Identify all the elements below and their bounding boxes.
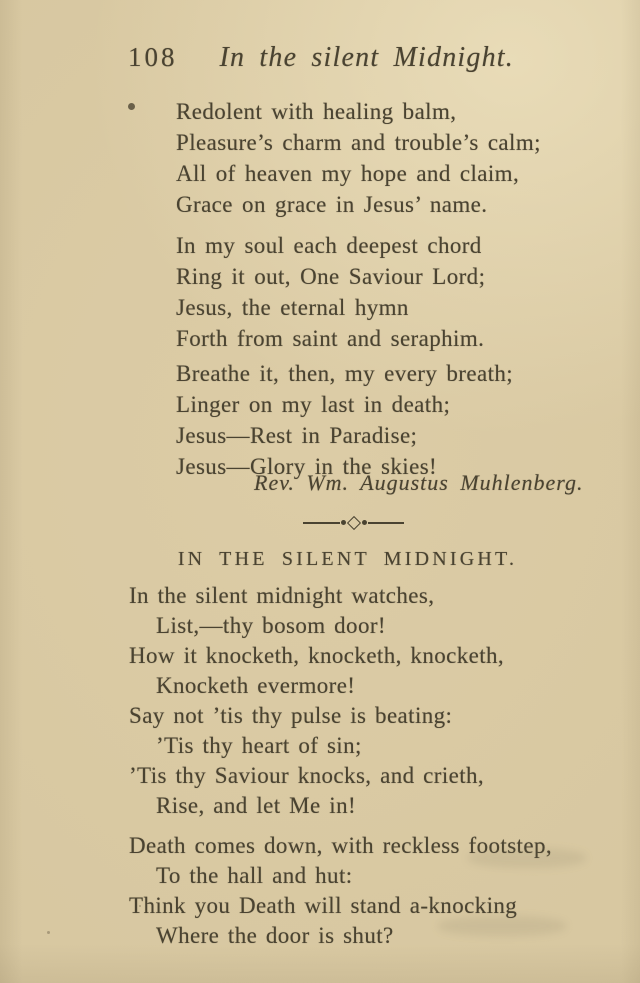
poem-line: Breathe it, then, my every breath; bbox=[176, 361, 514, 386]
hymn1-stanza-3 bbox=[176, 358, 513, 482]
section-divider-ornament bbox=[303, 515, 404, 530]
poem-line: ’Tis thy Saviour knocks, and crieth, bbox=[129, 763, 485, 788]
poem-line: Rise, and let Me in! bbox=[156, 793, 357, 818]
poem-line: Say not ’tis thy pulse is beating: bbox=[129, 703, 453, 728]
diamond-ornament-icon bbox=[346, 515, 360, 529]
poem-line: All of heaven my hope and claim, bbox=[176, 161, 520, 186]
poem-line: Knocketh evermore! bbox=[156, 673, 356, 698]
print-bleed-smudge bbox=[438, 916, 566, 936]
hymn-title: IN THE SILENT MIDNIGHT. bbox=[177, 548, 518, 570]
hymn2-stanza-1 bbox=[129, 581, 504, 821]
divider-dot-left bbox=[341, 520, 346, 525]
poem-line: Think you Death will stand a-knocking bbox=[129, 893, 518, 918]
page-header bbox=[128, 42, 514, 74]
poem-line: Forth from saint and seraphim. bbox=[176, 326, 485, 351]
poem-line: To the hall and hut: bbox=[156, 863, 353, 888]
poem-line: Jesus, the eternal hymn bbox=[176, 295, 409, 320]
poem-line: Jesus—Glory in the skies! bbox=[176, 454, 438, 479]
author-attribution: Rev. Wm. Augustus Muhlenberg. bbox=[254, 470, 584, 495]
poem-line: In the silent midnight watches, bbox=[129, 583, 435, 608]
page-number: 108 bbox=[128, 42, 178, 72]
ink-speck-dot bbox=[128, 103, 135, 110]
paper-speck bbox=[47, 931, 50, 934]
divider-rule-right bbox=[368, 522, 405, 524]
hymn1-stanza-1 bbox=[176, 96, 541, 220]
divider-dot-right bbox=[362, 520, 367, 525]
poem-line: Death comes down, with reckless footstep, bbox=[129, 833, 552, 858]
poem-line: In my soul each deepest chord bbox=[176, 233, 482, 258]
poem-line: Linger on my last in death; bbox=[176, 392, 451, 417]
print-bleed-smudge bbox=[468, 848, 586, 868]
poem-line: How it knocketh, knocketh, knocketh, bbox=[129, 643, 505, 668]
paper-speck bbox=[139, 905, 141, 907]
poem-line: Pleasure’s charm and trouble’s calm; bbox=[176, 130, 541, 155]
poem-line: Redolent with healing balm, bbox=[176, 99, 457, 124]
poem-line: ’Tis thy heart of sin; bbox=[156, 733, 362, 758]
hymn1-stanza-2 bbox=[176, 230, 485, 354]
poem-line: Grace on grace in Jesus’ name. bbox=[176, 192, 488, 217]
poem-line: Where the door is shut? bbox=[156, 923, 394, 948]
running-title: In the silent Midnight. bbox=[219, 42, 514, 73]
poem-line: Ring it out, One Saviour Lord; bbox=[176, 264, 486, 289]
poem-line: List,—thy bosom door! bbox=[156, 613, 386, 638]
poem-line: Jesus—Rest in Paradise; bbox=[176, 423, 418, 448]
divider-rule-left bbox=[303, 522, 340, 524]
